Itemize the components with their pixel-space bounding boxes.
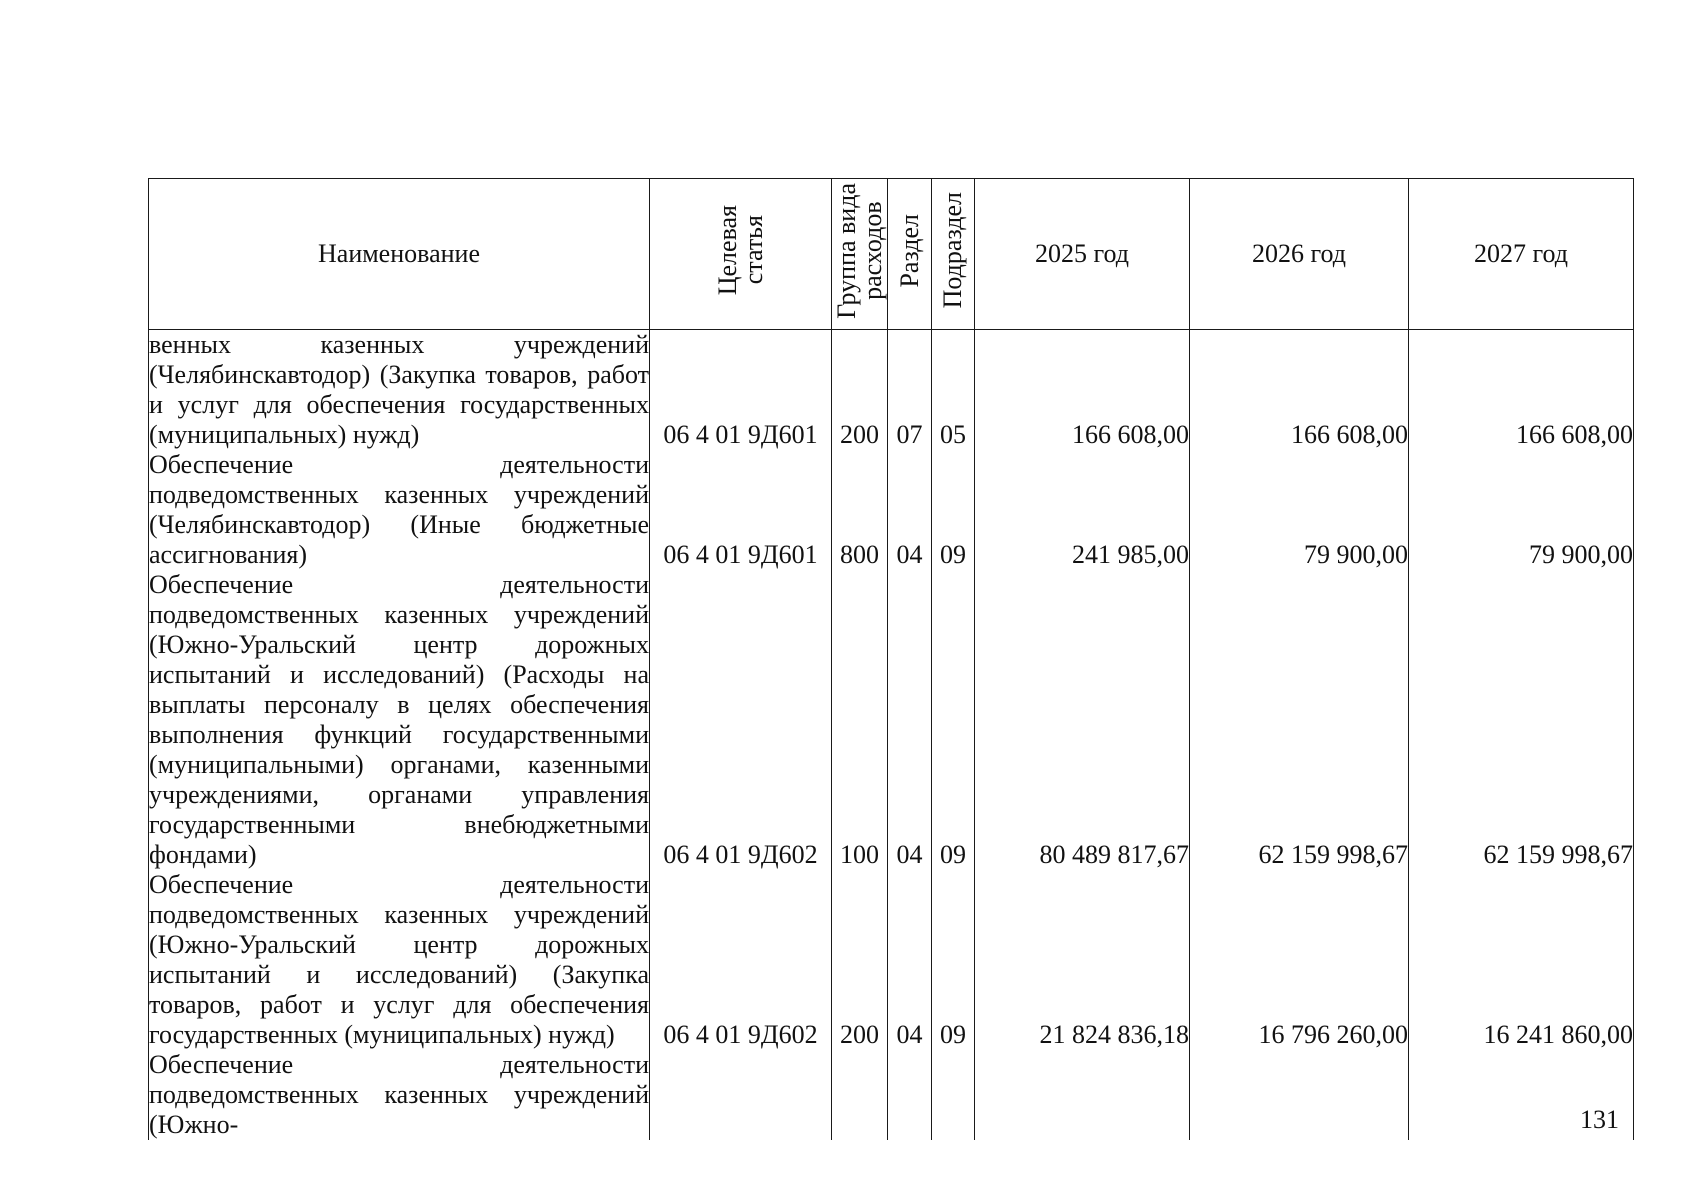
row-2027: 16 241 860,00 — [1409, 870, 1634, 1050]
header-name: Наименование — [149, 179, 650, 330]
row-2025: 21 824 836,18 — [975, 870, 1190, 1050]
row-2026: 62 159 998,67 — [1190, 570, 1409, 870]
row-expense-group — [832, 1050, 888, 1140]
table-row — [149, 330, 1634, 451]
header-subsection: Подраздел — [932, 179, 975, 330]
row-2026: 16 796 260,00 — [1190, 870, 1409, 1050]
row-subsection: 09 — [932, 450, 975, 570]
row-expense-group: 200 — [832, 870, 888, 1050]
page-number: 131 — [1580, 1105, 1619, 1134]
row-name: венных казенных учреждений (Челябинскавтодор) (Закупка товаров, работ и услуг для обеспечения государственных (муниципальных) нужд) — [149, 330, 649, 449]
row-expense-group: 100 — [832, 570, 888, 870]
row-expense-group: 800 — [832, 450, 888, 570]
table-row — [149, 450, 1634, 570]
row-section — [888, 1050, 932, 1140]
row-name: Обеспечение деятельности подведомственных казенных учреждений (Южно-Уральский центр дорожных испытаний и исследований) (Расходы на выплаты персоналу в целях обеспечения выполнения функций государственными (муниципальными) органами, казенными учреждениями, органами управления государственными внебюджетными фондами) — [149, 570, 649, 869]
row-name: Обеспечение деятельности подведомственных казенных учреждений (Южно-Уральский центр дорожных испытаний и исследований) (Закупка товаров, работ и услуг для обеспечения государственных (муниципальных) нужд) — [149, 870, 649, 1049]
row-subsection: 09 — [932, 570, 975, 870]
table-row — [149, 1050, 1634, 1140]
row-2027: 166 608,00 — [1409, 330, 1634, 451]
row-2026: 79 900,00 — [1190, 450, 1409, 570]
row-2025: 241 985,00 — [975, 450, 1190, 570]
table-row — [149, 870, 1634, 1050]
row-target-article: 06 4 01 9Д601 — [650, 330, 832, 451]
row-section: 04 — [888, 450, 932, 570]
header-2025: 2025 год — [975, 179, 1190, 330]
row-target-article: 06 4 01 9Д601 — [650, 450, 832, 570]
row-section: 07 — [888, 330, 932, 451]
row-2026 — [1190, 1050, 1409, 1140]
row-2027: 79 900,00 — [1409, 450, 1634, 570]
budget-table — [148, 178, 1634, 1140]
table-row — [149, 570, 1634, 870]
header-2027: 2027 год — [1409, 179, 1634, 330]
row-section: 04 — [888, 570, 932, 870]
row-2027: 62 159 998,67 — [1409, 570, 1634, 870]
row-2025 — [975, 1050, 1190, 1140]
row-2026: 166 608,00 — [1190, 330, 1409, 451]
row-subsection — [932, 1050, 975, 1140]
row-target-article: 06 4 01 9Д602 — [650, 570, 832, 870]
row-name: Обеспечение деятельности подведомственных казенных учреждений (Челябинскавтодор) (Иные бюджетные ассигнования) — [149, 450, 649, 569]
row-expense-group: 200 — [832, 330, 888, 451]
row-2025: 166 608,00 — [975, 330, 1190, 451]
row-section: 04 — [888, 870, 932, 1050]
row-target-article — [650, 1050, 832, 1140]
header-target-article: Целевая статья — [650, 179, 832, 330]
header-section: Раздел — [888, 179, 932, 330]
row-subsection: 05 — [932, 330, 975, 451]
header-2026: 2026 год — [1190, 179, 1409, 330]
row-subsection: 09 — [932, 870, 975, 1050]
row-2025: 80 489 817,67 — [975, 570, 1190, 870]
row-target-article: 06 4 01 9Д602 — [650, 870, 832, 1050]
header-expense-group: Группа вида расходов — [832, 179, 888, 330]
table-header-row — [149, 179, 1634, 330]
row-name: Обеспечение деятельности подведомственных казенных учреждений (Южно- — [149, 1050, 649, 1139]
